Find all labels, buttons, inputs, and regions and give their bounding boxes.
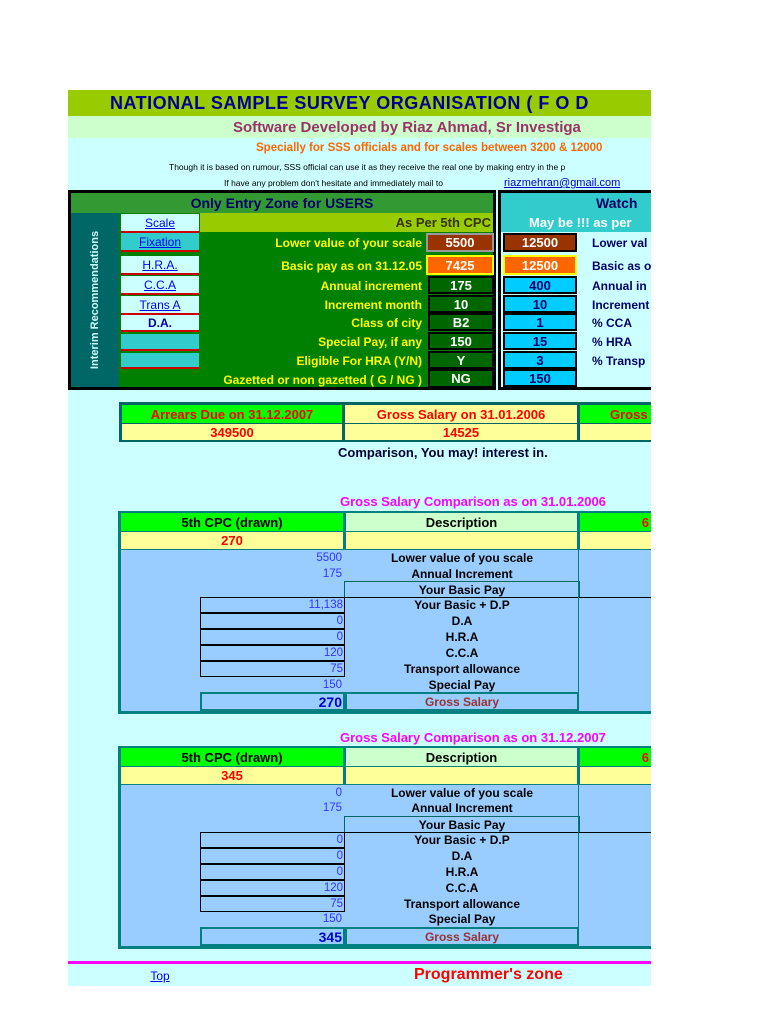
may-be-label bbox=[501, 213, 651, 232]
comparison1-desc-text: Lower value of you scale bbox=[390, 551, 534, 565]
arrears-label bbox=[122, 405, 342, 423]
comparison1-desc bbox=[344, 581, 580, 598]
comparison1-value bbox=[121, 677, 343, 692]
special-pay-value[interactable]: 150 bbox=[450, 333, 472, 349]
comparison2-col3-text: 6 bbox=[641, 749, 649, 765]
comparison2-title bbox=[340, 728, 651, 746]
empty-link-cell bbox=[121, 334, 199, 351]
scale-link-text[interactable]: Scale bbox=[144, 215, 176, 230]
comparison1-desc-text: Your Basic Pay bbox=[418, 582, 506, 597]
comparison1-value bbox=[121, 566, 343, 582]
class-of-city-input[interactable] bbox=[428, 313, 494, 331]
watch-right-label-text: Basic as o bbox=[592, 258, 651, 273]
comparison2-gross-label-text: Gross Salary bbox=[424, 929, 500, 944]
watch-right-label bbox=[592, 295, 651, 314]
watch-value-text: 3 bbox=[536, 352, 544, 368]
hra-eligible-value[interactable]: Y bbox=[456, 352, 466, 368]
class-of-city-value[interactable]: B2 bbox=[452, 314, 470, 330]
comparison2-gross-value-text: 345 bbox=[318, 928, 342, 945]
entry-label bbox=[200, 332, 424, 351]
hra-link[interactable] bbox=[121, 256, 199, 275]
comparison1-col1-header bbox=[121, 513, 343, 531]
comparison1-gross-value bbox=[200, 692, 345, 711]
watch-value-text: 12500 bbox=[521, 235, 559, 250]
cca-link-text[interactable]: C.C.A bbox=[143, 277, 176, 292]
comparison2-value-text: 0 bbox=[336, 850, 343, 862]
entry-label bbox=[200, 256, 424, 275]
watch-value bbox=[503, 276, 577, 294]
watch-right-label bbox=[592, 233, 651, 252]
entry-zone-title bbox=[71, 193, 493, 213]
comparison1-title-text: Gross Salary Comparison as on 31.01.2006 bbox=[340, 493, 606, 509]
page-title bbox=[68, 90, 651, 116]
entry-label-text: Lower value of your scale bbox=[275, 235, 422, 250]
as-per-5th-cpc-text: As Per 5th CPC bbox=[395, 215, 491, 230]
comparison2-col3-total bbox=[580, 767, 651, 784]
scale-note-text: Specially for SSS officials and for scales between 3200 & 12000 bbox=[256, 142, 603, 154]
watch-value-text: 400 bbox=[529, 277, 551, 293]
comparison2-desc bbox=[345, 832, 579, 848]
comparison2-desc-text: Your Basic + D.P bbox=[414, 833, 510, 847]
scale-note bbox=[68, 138, 651, 158]
watch-value bbox=[503, 369, 577, 387]
comparison1-col1-text: 5th CPC (drawn) bbox=[181, 514, 283, 530]
watch-value-text: 150 bbox=[529, 370, 551, 386]
comparison2-value bbox=[121, 911, 343, 927]
watch-value-text: 10 bbox=[532, 296, 548, 312]
comparison2-desc bbox=[344, 816, 580, 833]
annual-increment-value[interactable]: 175 bbox=[450, 277, 472, 293]
watch-value bbox=[503, 351, 577, 369]
developer-credit-text: Software Developed by Riaz Ahmad, Sr Investiga bbox=[233, 118, 581, 136]
comparison2-col1-total bbox=[121, 767, 343, 784]
comparison2-desc-text: Annual Increment bbox=[411, 801, 513, 815]
comparison1-value bbox=[200, 629, 345, 645]
gross-salary-label bbox=[345, 405, 577, 423]
fixation-link[interactable] bbox=[121, 233, 199, 252]
gross-cut-label bbox=[580, 405, 651, 423]
rumour-note-text: Though it is based on rumour, SSS official can use it as they receive the real one by making entry in the p bbox=[169, 162, 566, 172]
comparison1-col1-total-text: 270 bbox=[221, 533, 243, 548]
comparison2-gross-value bbox=[200, 927, 345, 946]
comparison1-value-text: 11,138 bbox=[308, 599, 343, 611]
cca-link[interactable] bbox=[121, 276, 199, 295]
comparison2-value bbox=[121, 785, 343, 801]
basic-pay-input[interactable] bbox=[426, 255, 494, 275]
comparison2-col2-header bbox=[346, 748, 577, 766]
comparison1-desc bbox=[345, 645, 579, 661]
top-link[interactable] bbox=[140, 967, 180, 985]
comparison1-desc-text: H.R.A bbox=[445, 630, 479, 644]
entry-label bbox=[200, 295, 424, 314]
comparison2-desc bbox=[345, 785, 579, 801]
comparison2-desc-text: D.A bbox=[451, 849, 473, 863]
comparison2-value-text: 150 bbox=[322, 913, 342, 925]
comparison2-value bbox=[200, 848, 345, 864]
watch-right-label bbox=[592, 332, 651, 351]
as-per-5th-cpc bbox=[200, 213, 493, 232]
basic-pay-value[interactable]: 7425 bbox=[445, 257, 475, 273]
special-pay-input[interactable] bbox=[428, 332, 494, 350]
interim-vertical-label: Interim Recommendations bbox=[89, 230, 102, 370]
interim-vertical-bar bbox=[71, 213, 119, 387]
watch-value-text: 1 bbox=[536, 314, 544, 330]
comparison2-value-text: 0 bbox=[335, 787, 342, 799]
watch-right-label bbox=[592, 351, 651, 370]
comparison1-desc-text: Annual Increment bbox=[411, 567, 513, 581]
comparison1-desc bbox=[345, 613, 579, 629]
entry-label-text: Eligible For HRA (Y/N) bbox=[296, 353, 422, 368]
comparison2-desc bbox=[345, 848, 579, 864]
lower-scale-input[interactable] bbox=[426, 233, 494, 252]
comparison1-value bbox=[121, 550, 343, 566]
comparison1-col2-total bbox=[346, 532, 577, 549]
comparison2-desc-text: H.R.A bbox=[445, 865, 479, 879]
annual-increment-input[interactable] bbox=[428, 276, 494, 294]
email-link-text[interactable]: riazmehran@gmail.com bbox=[504, 177, 621, 189]
comparison1-gross-label bbox=[345, 692, 579, 711]
programmers-zone bbox=[414, 964, 651, 986]
comparison-note bbox=[338, 443, 651, 461]
empty-link-cell bbox=[121, 353, 199, 369]
watch-zone-title-text: Watch bbox=[596, 195, 638, 211]
comparison2-gross-label bbox=[345, 927, 579, 946]
fixation-link-text[interactable]: Fixation bbox=[138, 234, 182, 249]
gross-cut-label-text: Gross bbox=[610, 406, 648, 422]
gazetted-input[interactable] bbox=[428, 369, 494, 388]
may-be-label-text: May be !!! as per bbox=[529, 215, 632, 230]
da-label-text: D.A. bbox=[148, 315, 172, 330]
watch-right-label-text: % HRA bbox=[592, 334, 633, 349]
comparison2-desc-text: Transport allowance bbox=[403, 897, 521, 911]
watch-value-text: 12500 bbox=[521, 257, 559, 273]
comparison2-value-text: 0 bbox=[336, 866, 343, 878]
entry-label-text: Basic pay as on 31.12.05 bbox=[281, 258, 422, 273]
mail-note-text: If have any problem don't hesitate and immediately mail to bbox=[224, 178, 443, 188]
entry-label bbox=[200, 233, 424, 252]
comparison2-desc bbox=[345, 880, 579, 896]
comparison1-value bbox=[200, 645, 345, 661]
gross-cut-value bbox=[580, 424, 651, 440]
comparison2-value-text: 0 bbox=[336, 834, 343, 846]
watch-value bbox=[503, 255, 577, 275]
increment-month-input[interactable] bbox=[428, 295, 494, 313]
comparison1-value-text: 120 bbox=[323, 647, 343, 659]
comparison1-desc bbox=[345, 597, 579, 613]
comparison2-value bbox=[121, 800, 343, 816]
watch-right-label-text: Increment bbox=[592, 297, 650, 312]
comparison1-value bbox=[200, 661, 345, 677]
watch-value bbox=[503, 313, 577, 331]
watch-right-label bbox=[592, 313, 651, 332]
comparison1-desc-text: Transport allowance bbox=[403, 662, 521, 676]
comparison2-value bbox=[200, 880, 345, 896]
scale-link[interactable] bbox=[121, 214, 199, 233]
comparison1-value-text: 175 bbox=[322, 568, 342, 580]
watch-right-label bbox=[592, 276, 651, 295]
comparison2-col2-text: Description bbox=[425, 749, 498, 765]
entry-label-text: Annual increment bbox=[320, 278, 422, 293]
watch-value-text: 15 bbox=[532, 333, 548, 349]
comparison1-desc-text: D.A bbox=[451, 614, 473, 628]
comparison-note-text: Comparison, You may! interest in. bbox=[338, 444, 548, 460]
comparison1-value bbox=[200, 597, 345, 613]
comparison2-desc-text: Lower value of you scale bbox=[390, 786, 534, 800]
comparison2-desc bbox=[345, 800, 579, 816]
comparison1-desc-text: C.C.A bbox=[445, 646, 479, 660]
comparison1-desc bbox=[345, 661, 579, 677]
entry-label bbox=[121, 370, 424, 389]
hra-link-text[interactable]: H.R.A. bbox=[142, 257, 178, 272]
comparison1-col2-header bbox=[346, 513, 577, 531]
entry-label bbox=[200, 313, 424, 332]
watch-right-label bbox=[592, 256, 651, 275]
comparison1-desc bbox=[345, 566, 579, 582]
gross-salary-value bbox=[345, 424, 577, 440]
trans-a-link[interactable] bbox=[121, 296, 199, 315]
comparison2-desc bbox=[345, 864, 579, 880]
comparison1-value-text: 0 bbox=[336, 615, 343, 627]
hra-eligible-input[interactable] bbox=[428, 351, 494, 369]
comparison1-gross-value-text: 270 bbox=[318, 693, 342, 710]
comparison1-value-text: 75 bbox=[330, 663, 343, 675]
watch-right-label-text: % Transp bbox=[592, 353, 646, 368]
watch-value bbox=[503, 233, 577, 252]
comparison2-col3-header bbox=[580, 748, 651, 766]
comparison2-value bbox=[200, 832, 345, 848]
comparison2-col1-header bbox=[121, 748, 343, 766]
comparison1-desc bbox=[345, 677, 579, 692]
comparison2-value bbox=[200, 896, 345, 912]
comparison2-desc-text: Special Pay bbox=[428, 912, 496, 926]
email-link[interactable] bbox=[504, 175, 651, 191]
comparison2-desc bbox=[345, 896, 579, 912]
page-title-text: NATIONAL SAMPLE SURVEY ORGANISATION ( F O D bbox=[110, 92, 589, 113]
watch-value bbox=[503, 332, 577, 350]
entry-label-text: Gazetted or non gazetted ( G / NG ) bbox=[223, 372, 422, 387]
comparison1-desc bbox=[345, 550, 579, 566]
arrears-value bbox=[122, 424, 342, 440]
comparison2-desc-text: Your Basic Pay bbox=[418, 817, 506, 832]
entry-label bbox=[200, 351, 424, 370]
programmers-zone-text: Programmer's zone bbox=[414, 966, 563, 983]
watch-right-label-text: % CCA bbox=[592, 315, 633, 330]
comparison1-col3-header bbox=[580, 513, 651, 531]
comparison1-desc-text: Special Pay bbox=[428, 677, 496, 692]
comparison2-value-text: 175 bbox=[322, 802, 342, 814]
da-label bbox=[121, 315, 199, 332]
comparison2-col-divider bbox=[578, 785, 579, 946]
comparison1-col2-text: Description bbox=[425, 514, 498, 530]
comparison2-col1-total-text: 345 bbox=[221, 768, 243, 783]
gross-salary-label-text: Gross Salary on 31.01.2006 bbox=[376, 406, 546, 422]
rumour-note bbox=[68, 159, 651, 175]
watch-right-label-text: Lower val bbox=[592, 235, 648, 250]
comparison1-col1-total bbox=[121, 532, 343, 549]
entry-zone-title-text: Only Entry Zone for USERS bbox=[190, 195, 374, 211]
entry-label-text: Class of city bbox=[351, 315, 422, 330]
comparison1-col-divider bbox=[578, 550, 579, 711]
comparison2-col2-total bbox=[346, 767, 577, 784]
entry-label bbox=[200, 276, 424, 295]
comparison1-gross-label-text: Gross Salary bbox=[424, 694, 500, 709]
comparison2-col1-text: 5th CPC (drawn) bbox=[181, 749, 283, 765]
arrears-label-text: Arrears Due on 31.12.2007 bbox=[150, 406, 314, 422]
increment-month-value[interactable]: 10 bbox=[453, 296, 469, 312]
gazetted-value[interactable]: NG bbox=[451, 371, 471, 386]
watch-zone-title bbox=[501, 193, 651, 213]
comparison2-value-text: 75 bbox=[330, 898, 343, 910]
watch-value bbox=[503, 295, 577, 313]
comparison2-value-text: 120 bbox=[323, 882, 343, 894]
entry-label-text: Special Pay, if any bbox=[318, 334, 422, 349]
comparison1-value-text: 0 bbox=[336, 631, 343, 643]
comparison1-col3-text: 6 bbox=[641, 514, 649, 530]
comparison1-col3-total bbox=[580, 532, 651, 549]
lower-scale-value[interactable]: 5500 bbox=[445, 235, 475, 250]
comparison1-value-text: 5500 bbox=[316, 552, 342, 564]
comparison1-value-text: 150 bbox=[322, 678, 342, 691]
watch-right-label-text: Annual in bbox=[592, 278, 647, 293]
arrears-value-text: 349500 bbox=[210, 424, 254, 440]
comparison1-desc bbox=[345, 629, 579, 645]
entry-label-text: Increment month bbox=[324, 297, 422, 312]
gross-salary-value-text: 14525 bbox=[442, 424, 480, 440]
top-link-text[interactable]: Top bbox=[150, 969, 170, 983]
trans-a-link-text[interactable]: Trans A bbox=[139, 297, 181, 312]
comparison1-value bbox=[200, 613, 345, 629]
comparison2-title-text: Gross Salary Comparison as on 31.12.2007 bbox=[340, 729, 606, 745]
comparison1-desc-text: Your Basic + D.P bbox=[414, 598, 510, 612]
comparison2-value bbox=[200, 864, 345, 880]
developer-credit bbox=[68, 116, 651, 138]
comparison2-desc bbox=[345, 911, 579, 927]
comparison1-title bbox=[340, 492, 651, 510]
comparison2-desc-text: C.C.A bbox=[445, 881, 479, 895]
